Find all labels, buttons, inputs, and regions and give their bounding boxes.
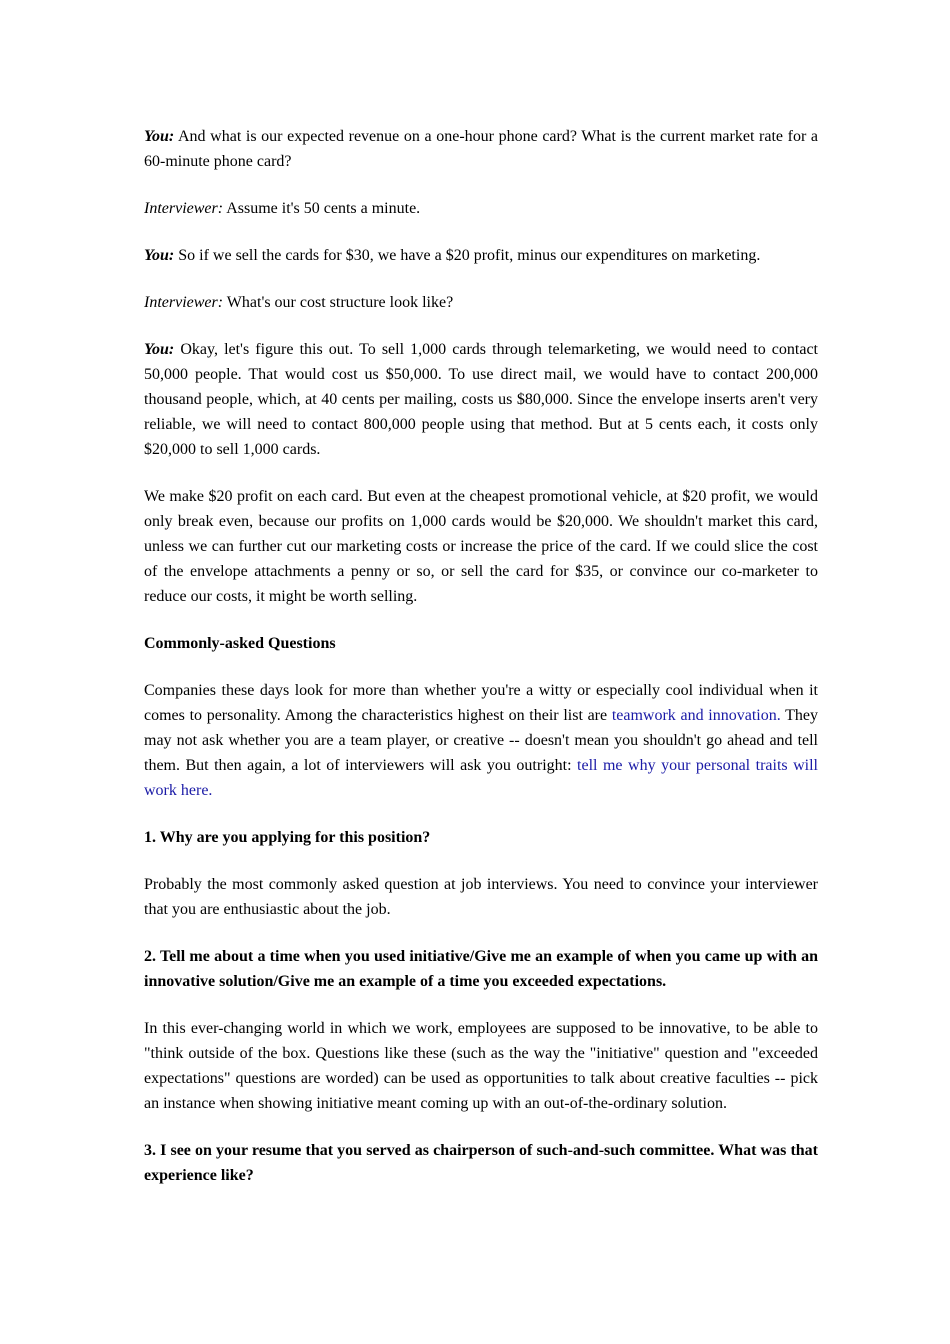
question-heading: 2. Tell me about a time when you used initiative/Give me an example of when you came up with an innovative solution/Give me an example of a time you exceeded expectations.	[144, 948, 818, 990]
question-heading: 3. I see on your resume that you served as chairperson of such-and-such committee. What was that experience like?	[144, 1142, 818, 1184]
document-page	[144, 124, 818, 1210]
intro-paragraph	[144, 678, 818, 803]
intro-text: They may not ask whether you are a team player, or creative -- doesn't mean you shouldn't go ahead and tell them. But then again, a lot of interviewers will ask you outright:	[144, 707, 818, 774]
question-heading: 1. Why are you applying for this position?	[144, 829, 431, 846]
speaker-label: Interviewer:	[144, 200, 224, 217]
dialogue-line	[144, 196, 818, 221]
intro-text: Companies these days look for more than whether you're a witty or especially cool individual when it comes to personality. Among the characteristics highest on their list are	[144, 682, 818, 724]
question-answer: Probably the most commonly asked question at job interviews. You need to convince your interviewer that you are enthusiastic about the job.	[144, 876, 818, 918]
question-answer: In this ever-changing world in which we work, employees are supposed to be innovative, to be able to "think outside of the box. Questions like these (such as the way the "initiative" question and "exceeded expectations" questions are worded) can be used as opportunities to talk about creative faculties -- pick an instance when showing initiative meant coming up with an out-of-the-ordinary solution.	[144, 1020, 818, 1112]
dialogue-text: Assume it's 50 cents a minute.	[223, 200, 421, 217]
speaker-label: Interviewer:	[144, 294, 224, 311]
dialogue-line	[144, 337, 818, 462]
teamwork-innovation-link[interactable]: teamwork and innovation.	[611, 707, 781, 724]
dialogue-text: Okay, let's figure this out. To sell 1,000 cards through telemarketing, we would need to contact 50,000 people. That would cost us $50,000. To use direct mail, we would have to contact 200,000 thousand people, which, at 40 cents per mailing, costs us $80,000. Since the envelope inserts aren't very reliable, we will need to contact 800,000 people using that method. But at 5 cents each, it costs only $20,000 to sell 1,000 cards.	[144, 341, 818, 458]
section-heading: Commonly-asked Questions	[144, 635, 336, 652]
conclusion-paragraph: We make $20 profit on each card. But even at the cheapest promotional vehicle, at $20 profit, we would only break even, because our profits on 1,000 cards would be $20,000. We shouldn't market this card, unless we can further cut our marketing costs or increase the price of the card. If we could slice the cost of the envelope attachments a penny or so, or sell the card for $35, or convince our co-marketer to reduce our costs, it might be worth selling.	[144, 488, 818, 605]
speaker-label: You:	[144, 247, 175, 264]
speaker-label: You:	[144, 128, 175, 145]
dialogue-line	[144, 124, 818, 174]
dialogue-text: What's our cost structure look like?	[223, 294, 454, 311]
dialogue-text: And what is our expected revenue on a one-hour phone card? What is the current market rate for a 60-minute phone card?	[144, 128, 818, 170]
dialogue-line	[144, 290, 818, 315]
personal-traits-link[interactable]: tell me why your personal traits will work here.	[144, 757, 819, 799]
dialogue-line	[144, 243, 818, 268]
speaker-label: You:	[144, 341, 175, 358]
dialogue-text: So if we sell the cards for $30, we have a $20 profit, minus our expenditures on marketing.	[174, 247, 761, 264]
